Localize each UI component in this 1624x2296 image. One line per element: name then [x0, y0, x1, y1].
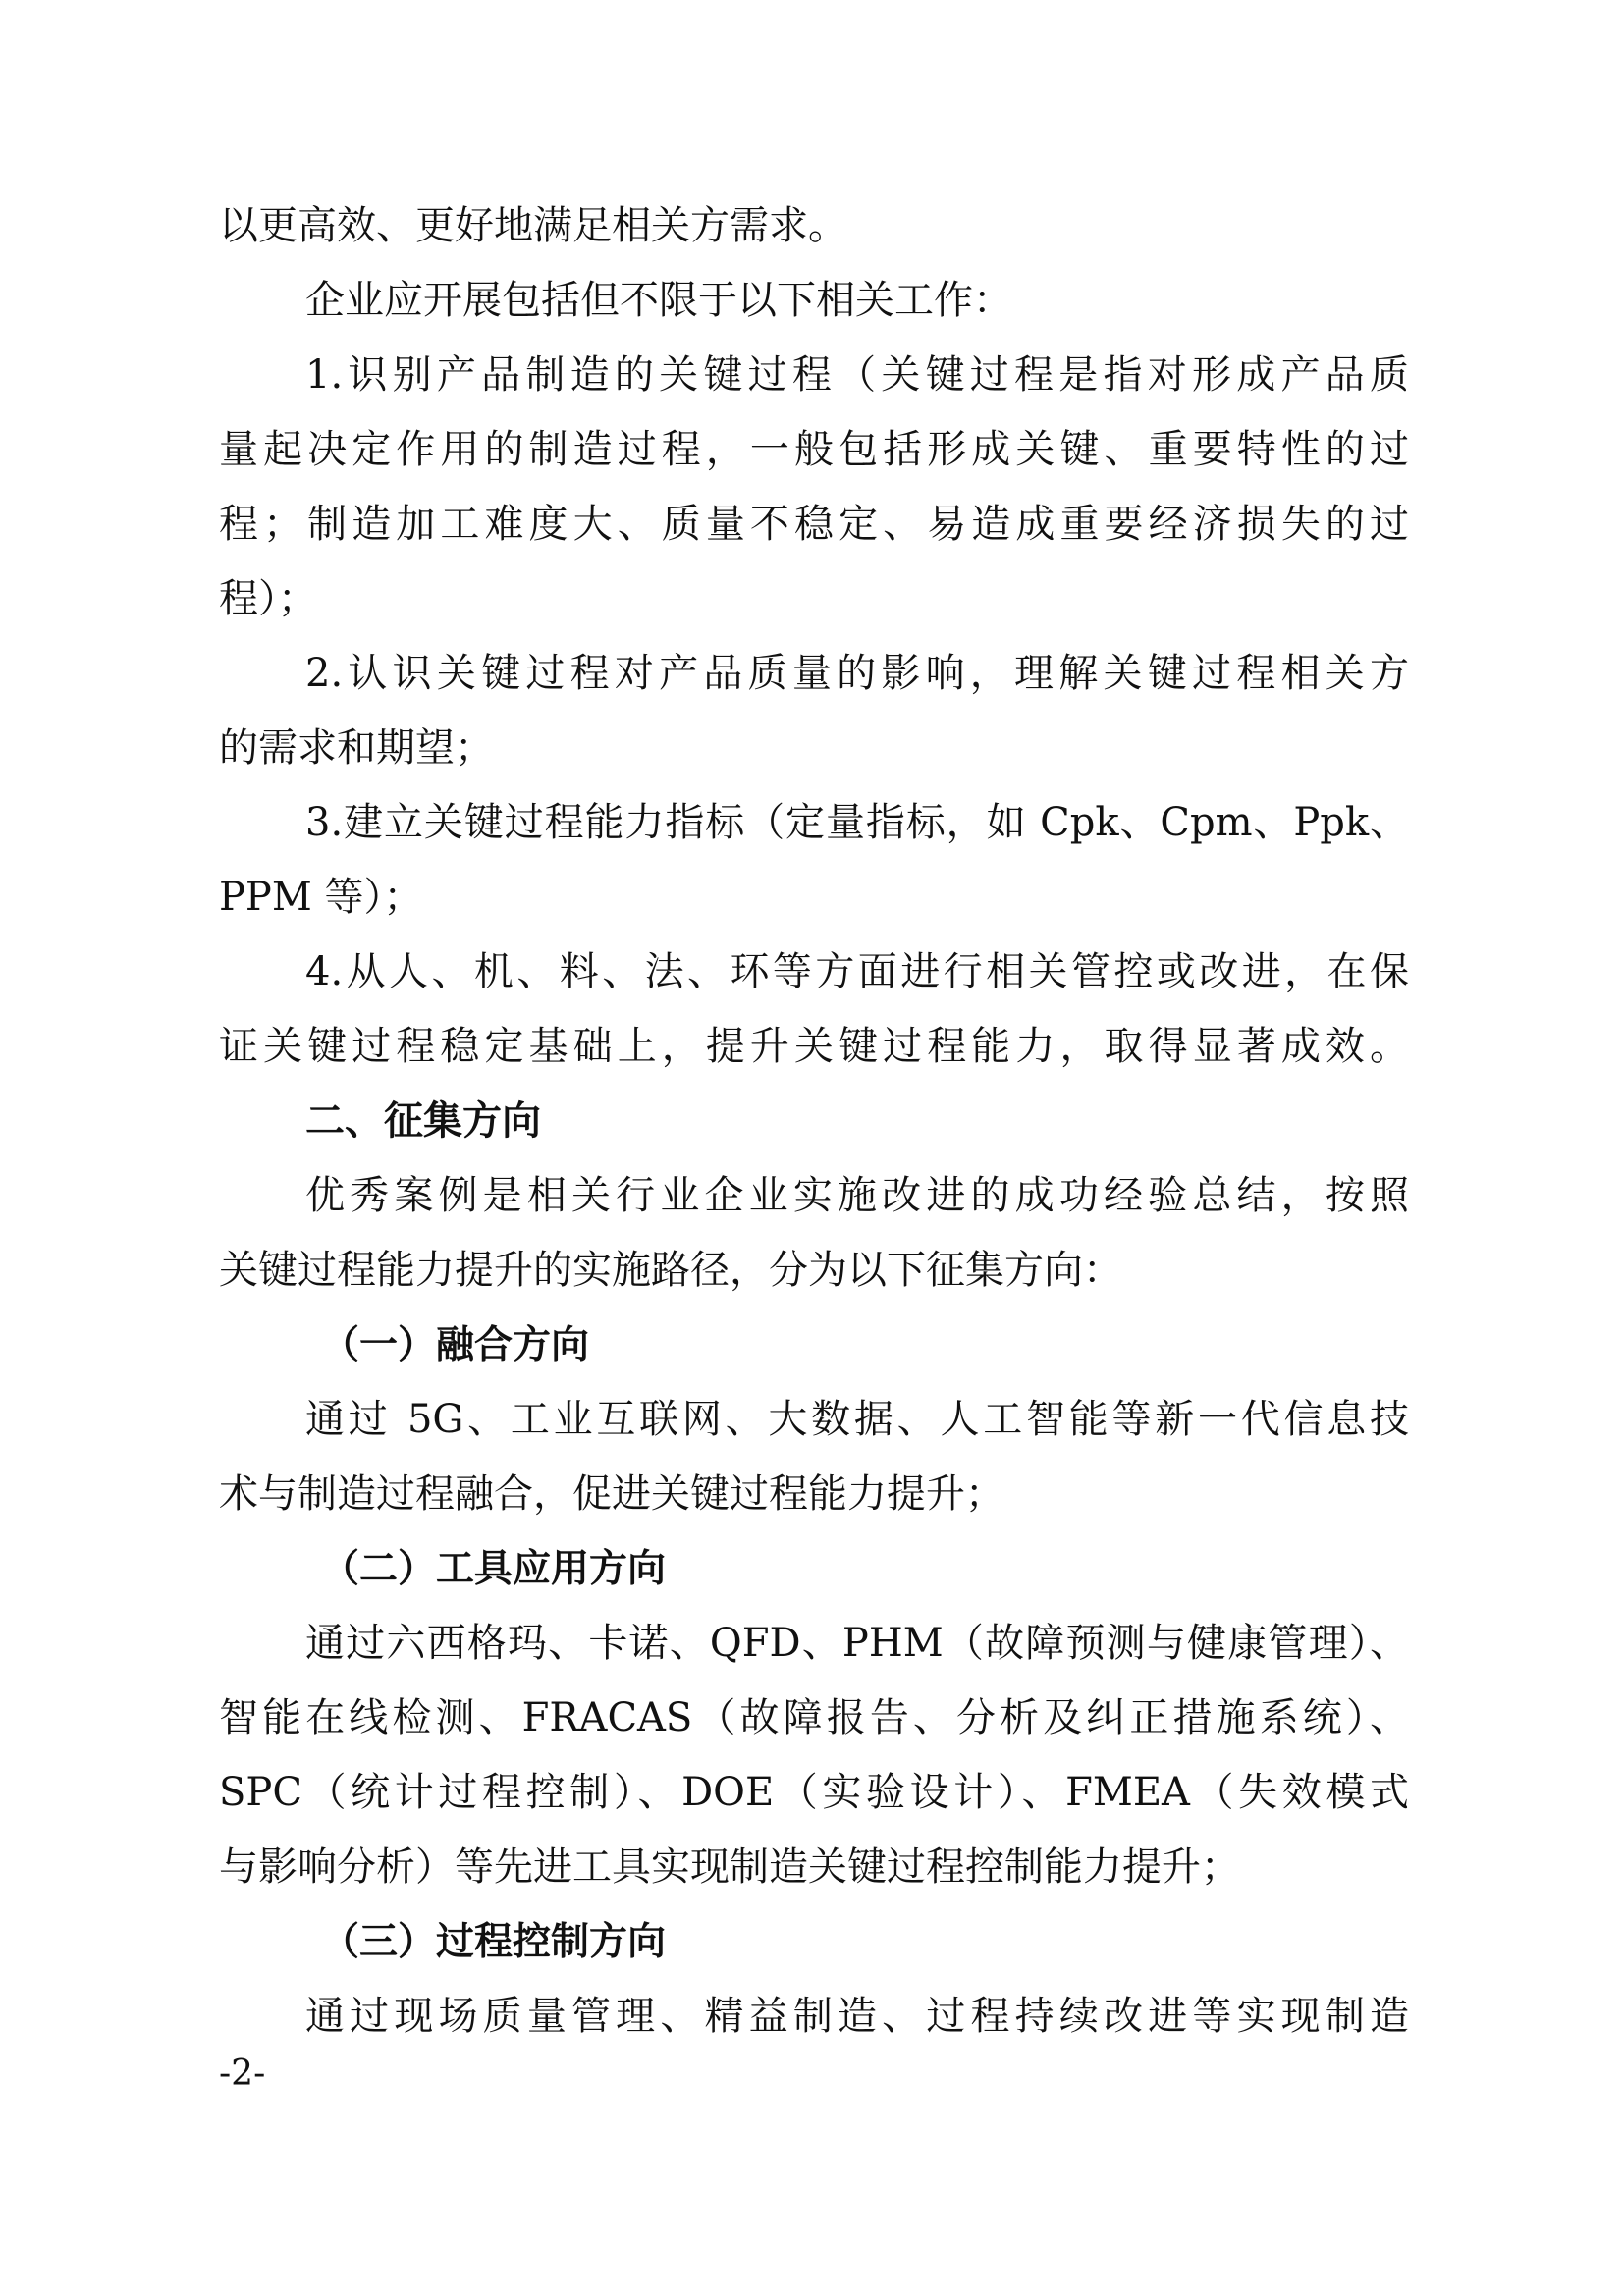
- paragraph-line: 以更高效、更好地满足相关方需求。: [219, 203, 847, 248]
- page-number: -2-: [219, 2054, 266, 2094]
- paragraph-line: 术与制造过程融合，促进关键过程能力提升；: [219, 1471, 1004, 1517]
- paragraph-line: PPM 等）；: [219, 875, 423, 920]
- paragraph-line: 关键过程能力提升的实施路径，分为以下征集方向：: [219, 1248, 1122, 1293]
- section-heading: 二、征集方向: [305, 1098, 541, 1144]
- paragraph-line: 的需求和期望；: [219, 725, 494, 771]
- paragraph-line: 证关键过程稳定基础上，提升关键过程能力，取得显著成效。: [219, 1024, 1409, 1069]
- paragraph-line: 程；制造加工难度大、质量不稳定、易造成重要经济损失的过: [219, 502, 1409, 547]
- list-item-1: 1.识别产品制造的关键过程（关键过程是指对形成产品质: [305, 352, 1409, 398]
- paragraph-line: 优秀案例是相关行业企业实施改进的成功经验总结，按照: [305, 1173, 1409, 1218]
- paragraph-line: 通过六西格玛、卡诺、QFD、PHM（故障预测与健康管理）、: [305, 1621, 1409, 1666]
- paragraph-line: SPC（统计过程控制）、DOE（实验设计）、FMEA（失效模式: [219, 1770, 1409, 1815]
- paragraph-line: 企业应开展包括但不限于以下相关工作：: [305, 278, 1012, 323]
- list-item-4: 4.从人、机、料、法、环等方面进行相关管控或改进，在保: [305, 949, 1409, 994]
- document-body: [219, 188, 1409, 2054]
- subsection-heading: （二）工具应用方向: [321, 1546, 667, 1591]
- subsection-heading: （一）融合方向: [321, 1322, 590, 1367]
- paragraph-line: 通过 5G、工业互联网、大数据、人工智能等新一代信息技: [305, 1397, 1409, 1442]
- paragraph-line: 通过现场质量管理、精益制造、过程持续改进等实现制造: [305, 1994, 1409, 2039]
- paragraph-line: 量起决定作用的制造过程，一般包括形成关键、重要特性的过: [219, 427, 1409, 472]
- paragraph-line: 程）；: [219, 576, 317, 621]
- paragraph-line: 智能在线检测、FRACAS（故障报告、分析及纠正措施系统）、: [219, 1695, 1409, 1740]
- list-item-2: 2.认识关键过程对产品质量的影响，理解关键过程相关方: [305, 651, 1409, 696]
- paragraph-line: 与影响分析）等先进工具实现制造关键过程控制能力提升；: [219, 1844, 1240, 1890]
- subsection-heading: （三）过程控制方向: [321, 1919, 667, 1964]
- list-item-3: 3.建立关键过程能力指标（定量指标，如 Cpk、Cpm、Ppk、: [305, 800, 1409, 845]
